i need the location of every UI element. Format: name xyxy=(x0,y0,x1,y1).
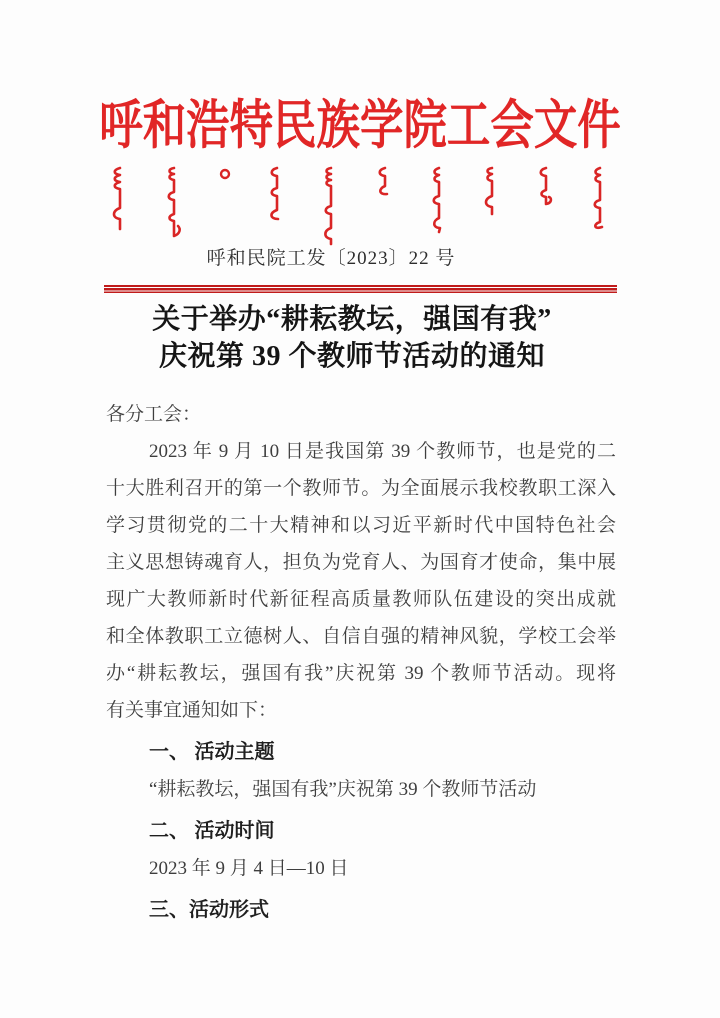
body-line-salutation: 各分工会： xyxy=(106,404,202,425)
section-heading-2: 二、 活动时间 xyxy=(149,820,275,842)
document-title-line2: 庆祝第 39 个教师节活动的通知 xyxy=(158,341,545,372)
body-line: 主义思想铸魂育人，担负为党育人、为国育才使命，集中展 xyxy=(106,552,616,573)
mongolian-glyph-8 xyxy=(482,166,500,216)
body-line: “耕耘教坛，强国有我”庆祝第 39 个教师节活动 xyxy=(149,779,537,800)
mongolian-glyph-9 xyxy=(536,166,554,212)
org-title: 呼和浩特民族学院工会文件 xyxy=(99,97,621,155)
mongolian-glyph-1 xyxy=(110,166,128,232)
mongolian-glyph-5 xyxy=(321,166,339,246)
mongolian-glyph-10 xyxy=(590,166,608,230)
body-line: 和全体教职工立德树人、自信自强的精神风貌，学校工会举 xyxy=(106,626,616,647)
document-body xyxy=(106,396,616,929)
body-line: 2023 年 9 月 4 日—10 日 xyxy=(149,858,349,879)
mongolian-glyph-2 xyxy=(164,166,182,240)
mongolian-glyph-7 xyxy=(429,166,447,234)
section-heading-3: 三、活动形式 xyxy=(149,899,269,921)
section-heading-1: 一、 活动主题 xyxy=(149,741,275,763)
doc-number: 呼和民院工发〔2023〕22 号 xyxy=(206,248,456,269)
body-line: 学习贯彻党的二十大精神和以习近平新时代中国特色社会 xyxy=(106,515,616,536)
body-line: 有关事宜通知如下： xyxy=(106,700,278,721)
mongolian-glyph-3 xyxy=(218,166,232,182)
body-line: 办“耕耘教坛，强国有我”庆祝第 39 个教师节活动。现将 xyxy=(106,663,616,684)
mongolian-script-row xyxy=(110,166,608,246)
body-line: 现广大教师新时代新征程高质量教师队伍建设的突出成就 xyxy=(106,589,616,610)
body-line: 十大胜利召开的第一个教师节。为全面展示我校教职工深入 xyxy=(106,478,616,499)
mongolian-glyph-6 xyxy=(375,166,393,198)
document-title xyxy=(0,301,704,375)
mongolian-glyph-4 xyxy=(267,166,285,222)
red-divider-line xyxy=(104,285,617,293)
document-title-line1: 关于举办“耕耘教坛，强国有我” xyxy=(152,304,552,335)
body-line: 2023 年 9 月 10 日是我国第 39 个教师节，也是党的二 xyxy=(149,441,616,462)
